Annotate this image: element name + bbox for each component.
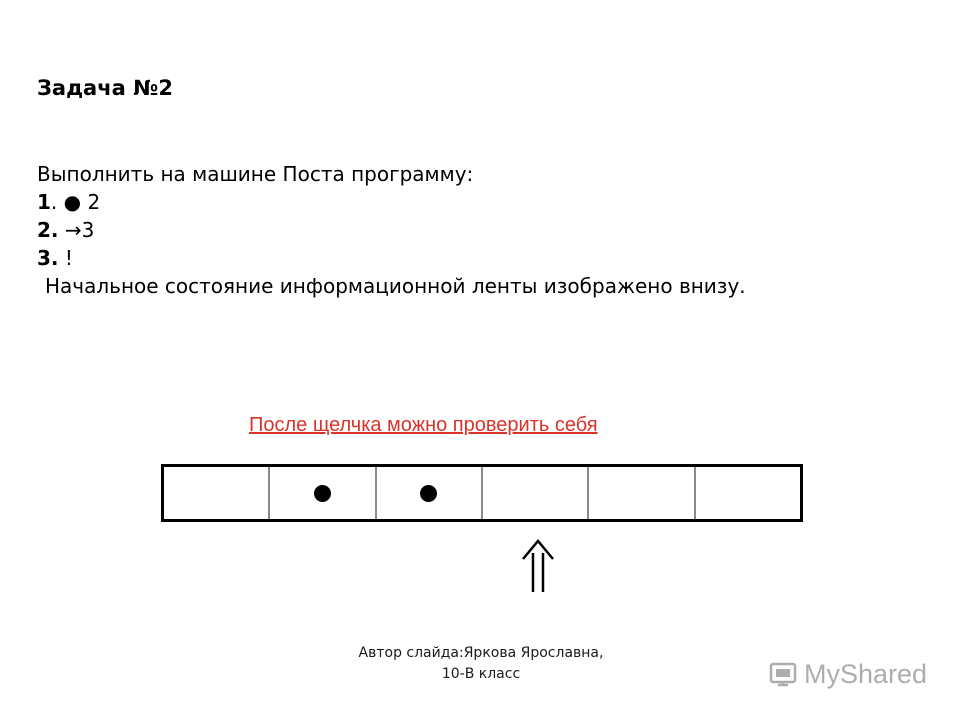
tape-cell-1 bbox=[164, 467, 270, 519]
watermark bbox=[768, 656, 927, 692]
task-title: Задача №2 bbox=[37, 76, 173, 100]
program-line-separator: . bbox=[50, 190, 64, 214]
author-line-2: 10-В класс bbox=[441, 666, 521, 682]
program-line-number: 2. bbox=[37, 218, 59, 242]
author-line-1: Автор слайда:Яркова Ярославна, bbox=[358, 645, 604, 661]
tape-cell-5 bbox=[589, 467, 695, 519]
program-line-command: ! bbox=[64, 246, 73, 270]
program-block bbox=[37, 160, 746, 300]
tape-cell-6 bbox=[696, 467, 800, 519]
program-line-command: →3 bbox=[64, 218, 95, 242]
carriage-head-arrow-icon bbox=[520, 538, 556, 594]
information-tape bbox=[161, 464, 803, 522]
program-line-3 bbox=[37, 244, 746, 272]
program-line-2 bbox=[37, 216, 746, 244]
program-line-1 bbox=[37, 188, 746, 216]
program-line-number: 3. bbox=[37, 246, 59, 270]
mark-dot-icon bbox=[314, 485, 331, 502]
watermark-text: MyShared bbox=[804, 659, 928, 689]
tape-cell-4 bbox=[483, 467, 589, 519]
mark-dot-icon bbox=[420, 485, 437, 502]
myshared-logo-icon bbox=[768, 659, 798, 689]
program-line-command: ● 2 bbox=[63, 190, 101, 214]
tape-cell-2 bbox=[270, 467, 376, 519]
tape-note: Начальное состояние информационной ленты изображено внизу. bbox=[45, 274, 746, 298]
author-credit bbox=[331, 643, 631, 685]
check-answer-link[interactable]: После щелчка можно проверить себя bbox=[249, 414, 598, 436]
program-line-number: 1 bbox=[37, 190, 51, 214]
instruction-text: Выполнить на машине Поста программу: bbox=[37, 162, 474, 186]
tape-cell-3 bbox=[377, 467, 483, 519]
